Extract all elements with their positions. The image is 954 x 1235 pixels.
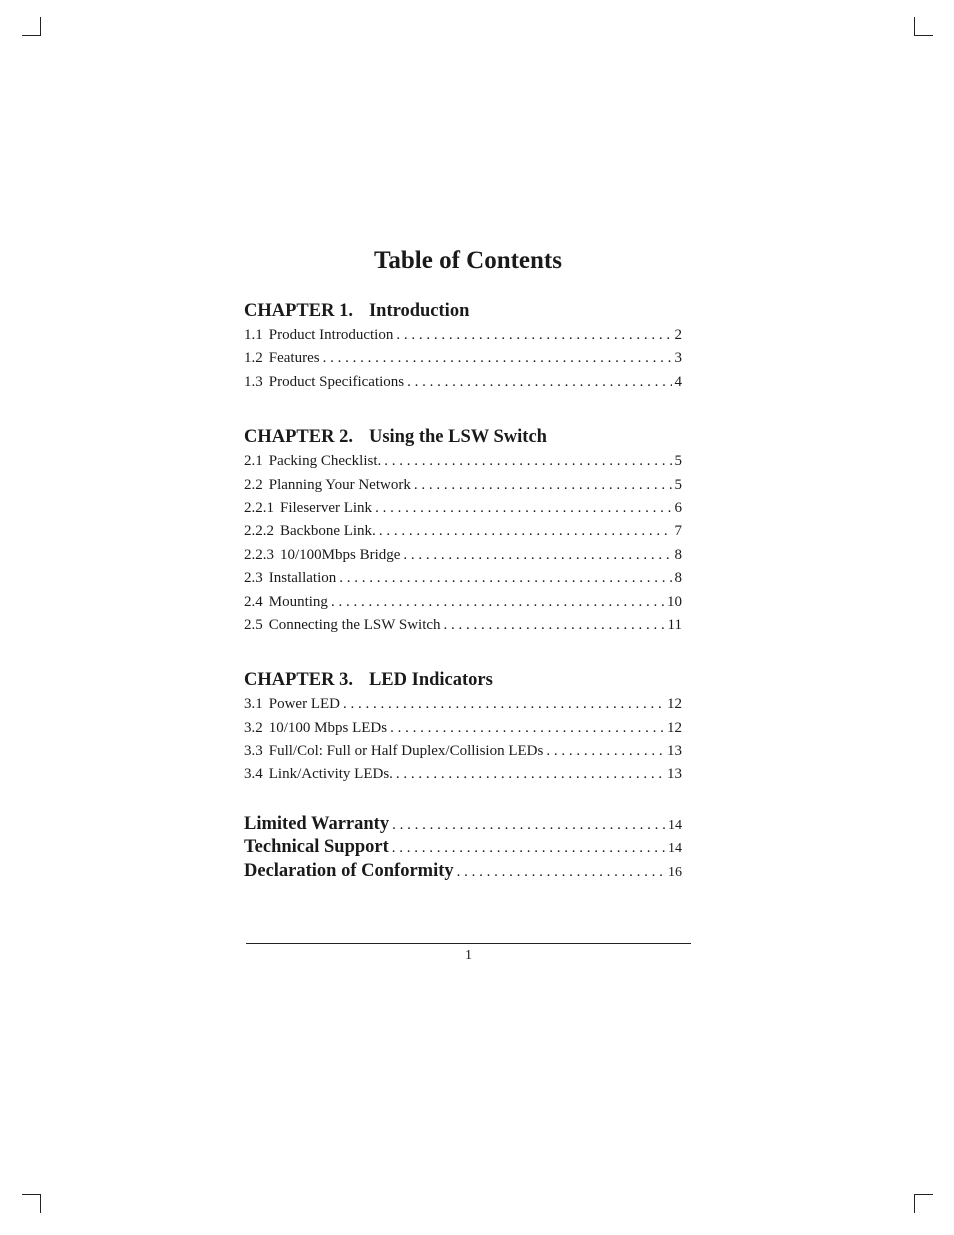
toc-entry-2-2-1[interactable] (244, 497, 682, 520)
section-title: Link/Activity LEDs. (268, 766, 393, 783)
page-ref: 13 (667, 766, 682, 783)
page-ref: 14 (668, 841, 682, 857)
dot-leader (323, 347, 672, 370)
page-ref: 12 (667, 696, 682, 713)
section-title: Planning Your Network (268, 476, 411, 493)
page-number: 1 (465, 948, 472, 963)
dot-leader (546, 740, 664, 763)
chapter-heading (244, 667, 682, 693)
chapter-2 (244, 424, 682, 637)
section-title: Power LED (268, 696, 340, 713)
chapter-label: CHAPTER 3. (244, 670, 353, 691)
section-number: 1.1 (244, 327, 263, 343)
dot-leader (414, 474, 672, 497)
dot-leader (407, 371, 671, 394)
crop-mark-top-left (22, 17, 41, 36)
toc-entry-3-3[interactable] (244, 740, 682, 763)
dot-leader (403, 544, 671, 567)
toc-entry-2-2-2[interactable] (244, 520, 682, 543)
toc-entry-1-2[interactable] (244, 347, 682, 370)
dot-leader (343, 693, 664, 716)
toc-entry-declaration-of-conformity[interactable] (244, 860, 682, 884)
dot-leader (331, 591, 664, 614)
toc-entry-2-1[interactable] (244, 450, 682, 473)
page-ref: 8 (674, 570, 682, 587)
page-ref: 4 (674, 373, 682, 390)
dot-leader (392, 837, 665, 861)
section-title: Mounting (268, 593, 328, 610)
page-ref: 14 (668, 817, 682, 833)
page-ref: 5 (674, 476, 682, 493)
chapter-title: Using the LSW Switch (368, 427, 547, 448)
chapter-label: CHAPTER 1. (244, 301, 353, 321)
dot-leader (379, 520, 672, 543)
toc-entry-1-3[interactable] (244, 371, 682, 394)
section-number: 2.2.2 (244, 523, 274, 540)
table-of-contents (244, 298, 682, 884)
section-number: 2.2.3 (244, 546, 274, 563)
chapter-3 (244, 667, 682, 787)
section-number: 2.1 (244, 453, 263, 470)
footer-rule (246, 943, 691, 944)
page-ref: 12 (667, 719, 682, 736)
section-title: Full/Col: Full or Half Duplex/Collision LEDs (268, 743, 544, 760)
section-title: Product Introduction (268, 327, 394, 343)
page-ref: 13 (667, 743, 682, 760)
dot-leader (392, 814, 665, 838)
toc-entry-2-5[interactable] (244, 614, 682, 637)
dot-leader (457, 861, 665, 885)
dot-leader (339, 567, 671, 590)
section-number: 2.2.1 (244, 499, 274, 516)
toc-entry-2-4[interactable] (244, 591, 682, 614)
page-title: Table of Contents (374, 247, 562, 274)
dot-leader (444, 614, 665, 637)
toc-entry-2-2[interactable] (244, 474, 682, 497)
back-matter (244, 813, 682, 884)
section-title: Connecting the LSW Switch (268, 616, 441, 633)
section-title: Limited Warranty (244, 813, 390, 834)
toc-entry-2-3[interactable] (244, 567, 682, 590)
section-title: Fileserver Link (280, 499, 373, 516)
page-ref: 10 (667, 593, 682, 610)
toc-entry-2-2-3[interactable] (244, 544, 682, 567)
dot-leader (384, 450, 671, 473)
chapter-title: Introduction (368, 301, 470, 321)
section-number: 2.3 (244, 570, 263, 587)
dot-leader (375, 497, 671, 520)
toc-entry-1-1[interactable] (244, 324, 682, 347)
dot-leader (390, 717, 664, 740)
page-ref: 8 (674, 546, 682, 563)
section-number: 2.2 (244, 476, 263, 493)
toc-entry-3-4[interactable] (244, 763, 682, 786)
toc-entry-3-1[interactable] (244, 693, 682, 716)
section-title: Features (268, 350, 320, 367)
toc-entry-limited-warranty[interactable] (244, 813, 682, 837)
chapter-heading (244, 298, 682, 324)
toc-entry-technical-support[interactable] (244, 836, 682, 860)
page-ref: 6 (674, 499, 682, 516)
section-title: Declaration of Conformity (244, 861, 454, 882)
page-ref: 2 (674, 327, 682, 343)
page-ref: 11 (667, 616, 682, 633)
chapter-label: CHAPTER 2. (244, 427, 353, 448)
crop-mark-bottom-right (914, 1194, 933, 1213)
section-number: 1.2 (244, 350, 263, 367)
chapter-title: LED Indicators (368, 670, 493, 691)
page-ref: 5 (674, 453, 682, 470)
section-number: 3.2 (244, 719, 263, 736)
section-number: 2.4 (244, 593, 263, 610)
section-title: Technical Support (244, 837, 389, 858)
section-number: 3.1 (244, 696, 263, 713)
crop-mark-top-right (914, 17, 933, 36)
page-ref: 3 (674, 350, 682, 367)
chapter-heading (244, 424, 682, 450)
section-title: Installation (268, 570, 337, 587)
section-title: Packing Checklist. (268, 453, 382, 470)
section-number: 2.5 (244, 616, 263, 633)
section-title: Backbone Link. (280, 523, 376, 540)
crop-mark-bottom-left (22, 1194, 41, 1213)
section-title: 10/100 Mbps LEDs (268, 719, 388, 736)
dot-leader (396, 763, 664, 786)
section-title: Product Specifications (268, 373, 405, 390)
dot-leader (396, 324, 671, 347)
page-ref: 7 (674, 523, 682, 540)
section-number: 3.3 (244, 743, 263, 760)
page-ref: 16 (668, 865, 682, 881)
section-number: 1.3 (244, 373, 263, 390)
chapter-1 (244, 298, 682, 394)
section-title: 10/100Mbps Bridge (280, 546, 401, 563)
toc-entry-3-2[interactable] (244, 717, 682, 740)
section-number: 3.4 (244, 766, 263, 783)
